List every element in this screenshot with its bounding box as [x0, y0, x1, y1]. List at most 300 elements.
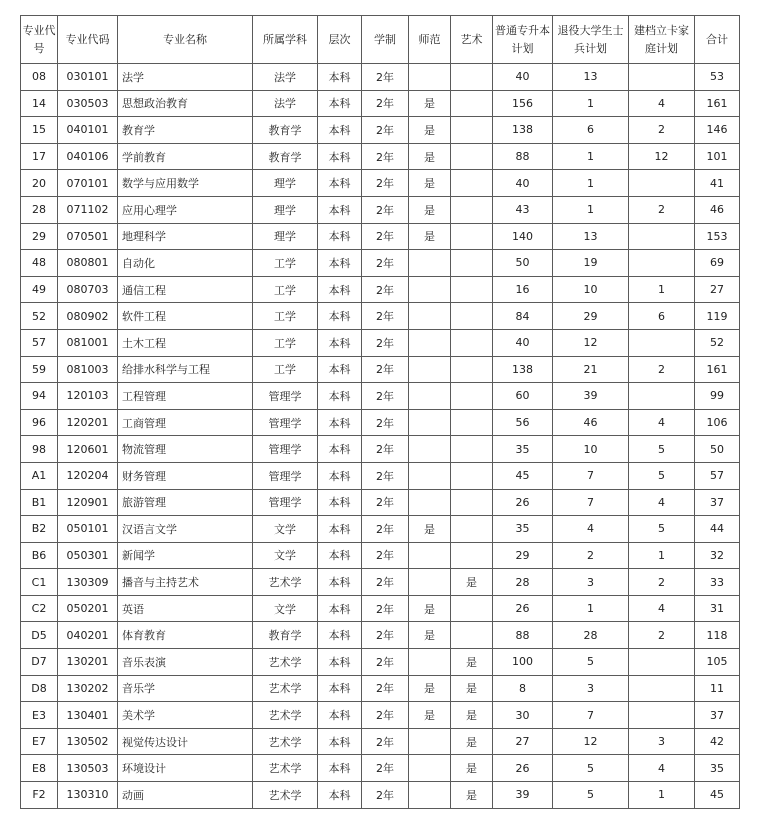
table-row: [21, 90, 740, 117]
cell-discipline: 工学: [253, 276, 318, 303]
cell-total: 161: [695, 356, 740, 383]
cell-duration: 2年: [362, 516, 409, 543]
cell-duration: 2年: [362, 196, 409, 223]
cell-total: 37: [695, 702, 740, 729]
cell-normal: 是: [409, 143, 451, 170]
cell-poverty-plan: 4: [629, 595, 695, 622]
cell-dept-code: D8: [21, 675, 58, 702]
cell-major-code: 030503: [58, 90, 118, 117]
cell-dept-code: 48: [21, 250, 58, 277]
cell-general-plan: 35: [493, 516, 553, 543]
cell-general-plan: 43: [493, 196, 553, 223]
cell-major-name: 工程管理: [118, 383, 253, 410]
cell-dept-code: F2: [21, 782, 58, 809]
cell-veteran-plan: 3: [553, 675, 629, 702]
cell-poverty-plan: 1: [629, 276, 695, 303]
cell-art: [451, 64, 493, 91]
cell-major-code: 130310: [58, 782, 118, 809]
cell-major-code: 120601: [58, 436, 118, 463]
cell-dept-code: C2: [21, 595, 58, 622]
cell-dept-code: 59: [21, 356, 58, 383]
cell-general-plan: 88: [493, 143, 553, 170]
cell-normal: [409, 356, 451, 383]
table-row: [21, 622, 740, 649]
table-row: [21, 223, 740, 250]
cell-general-plan: 26: [493, 595, 553, 622]
cell-major-name: 新闻学: [118, 542, 253, 569]
cell-dept-code: 28: [21, 196, 58, 223]
cell-dept-code: D5: [21, 622, 58, 649]
cell-general-plan: 88: [493, 622, 553, 649]
header-veteran-plan: 退役大学生士兵计划: [553, 16, 629, 64]
cell-dept-code: 57: [21, 329, 58, 356]
cell-dept-code: 98: [21, 436, 58, 463]
cell-total: 119: [695, 303, 740, 330]
cell-normal: [409, 303, 451, 330]
cell-duration: 2年: [362, 64, 409, 91]
cell-major-code: 030101: [58, 64, 118, 91]
table-row: [21, 755, 740, 782]
cell-dept-code: B2: [21, 516, 58, 543]
cell-duration: 2年: [362, 117, 409, 144]
cell-major-name: 土木工程: [118, 329, 253, 356]
cell-normal: 是: [409, 170, 451, 197]
cell-duration: 2年: [362, 569, 409, 596]
table-row: [21, 489, 740, 516]
cell-poverty-plan: 5: [629, 436, 695, 463]
cell-discipline: 艺术学: [253, 755, 318, 782]
table-row: [21, 409, 740, 436]
cell-discipline: 理学: [253, 170, 318, 197]
cell-discipline: 文学: [253, 516, 318, 543]
cell-poverty-plan: 2: [629, 196, 695, 223]
cell-discipline: 工学: [253, 303, 318, 330]
cell-veteran-plan: 7: [553, 489, 629, 516]
cell-dept-code: 49: [21, 276, 58, 303]
table-row: [21, 356, 740, 383]
cell-veteran-plan: 1: [553, 143, 629, 170]
cell-level: 本科: [318, 90, 362, 117]
cell-total: 50: [695, 436, 740, 463]
cell-major-code: 120201: [58, 409, 118, 436]
cell-major-name: 给排水科学与工程: [118, 356, 253, 383]
cell-level: 本科: [318, 117, 362, 144]
cell-poverty-plan: 12: [629, 143, 695, 170]
cell-veteran-plan: 29: [553, 303, 629, 330]
cell-dept-code: 14: [21, 90, 58, 117]
cell-art: [451, 595, 493, 622]
cell-major-name: 体育教育: [118, 622, 253, 649]
cell-art: [451, 383, 493, 410]
table-row: [21, 516, 740, 543]
cell-general-plan: 8: [493, 675, 553, 702]
cell-normal: [409, 64, 451, 91]
cell-major-name: 学前教育: [118, 143, 253, 170]
table-row: [21, 649, 740, 676]
cell-veteran-plan: 6: [553, 117, 629, 144]
cell-duration: 2年: [362, 356, 409, 383]
cell-discipline: 艺术学: [253, 649, 318, 676]
cell-general-plan: 40: [493, 170, 553, 197]
cell-normal: [409, 569, 451, 596]
cell-duration: 2年: [362, 143, 409, 170]
cell-discipline: 理学: [253, 196, 318, 223]
cell-general-plan: 50: [493, 250, 553, 277]
cell-veteran-plan: 2: [553, 542, 629, 569]
cell-major-code: 070501: [58, 223, 118, 250]
cell-dept-code: C1: [21, 569, 58, 596]
cell-art: 是: [451, 649, 493, 676]
cell-major-code: 050201: [58, 595, 118, 622]
cell-general-plan: 60: [493, 383, 553, 410]
cell-poverty-plan: [629, 223, 695, 250]
cell-total: 99: [695, 383, 740, 410]
cell-dept-code: 29: [21, 223, 58, 250]
cell-discipline: 艺术学: [253, 782, 318, 809]
table-row: [21, 329, 740, 356]
cell-art: [451, 489, 493, 516]
cell-general-plan: 39: [493, 782, 553, 809]
cell-duration: 2年: [362, 649, 409, 676]
table-row: [21, 728, 740, 755]
cell-veteran-plan: 21: [553, 356, 629, 383]
cell-total: 45: [695, 782, 740, 809]
cell-dept-code: A1: [21, 462, 58, 489]
cell-normal: [409, 250, 451, 277]
cell-discipline: 管理学: [253, 383, 318, 410]
cell-poverty-plan: 6: [629, 303, 695, 330]
cell-duration: 2年: [362, 329, 409, 356]
cell-level: 本科: [318, 622, 362, 649]
cell-discipline: 艺术学: [253, 569, 318, 596]
table-row: [21, 702, 740, 729]
table-row: [21, 462, 740, 489]
cell-level: 本科: [318, 489, 362, 516]
cell-major-code: 120204: [58, 462, 118, 489]
cell-major-name: 通信工程: [118, 276, 253, 303]
cell-major-code: 080801: [58, 250, 118, 277]
table-row: [21, 782, 740, 809]
cell-duration: 2年: [362, 276, 409, 303]
cell-art: [451, 143, 493, 170]
cell-general-plan: 26: [493, 755, 553, 782]
cell-discipline: 艺术学: [253, 702, 318, 729]
cell-total: 118: [695, 622, 740, 649]
cell-art: 是: [451, 702, 493, 729]
cell-normal: 是: [409, 675, 451, 702]
cell-normal: 是: [409, 622, 451, 649]
cell-poverty-plan: 5: [629, 516, 695, 543]
cell-veteran-plan: 10: [553, 436, 629, 463]
cell-poverty-plan: 2: [629, 356, 695, 383]
cell-major-code: 130503: [58, 755, 118, 782]
cell-major-code: 040201: [58, 622, 118, 649]
cell-poverty-plan: [629, 675, 695, 702]
cell-total: 42: [695, 728, 740, 755]
cell-major-name: 旅游管理: [118, 489, 253, 516]
cell-level: 本科: [318, 170, 362, 197]
cell-normal: 是: [409, 90, 451, 117]
cell-total: 161: [695, 90, 740, 117]
cell-poverty-plan: 4: [629, 489, 695, 516]
cell-level: 本科: [318, 196, 362, 223]
cell-major-name: 教育学: [118, 117, 253, 144]
cell-major-name: 数学与应用数学: [118, 170, 253, 197]
cell-major-name: 音乐表演: [118, 649, 253, 676]
cell-art: [451, 462, 493, 489]
cell-art: [451, 276, 493, 303]
table-row: [21, 117, 740, 144]
cell-major-name: 工商管理: [118, 409, 253, 436]
table-row: [21, 542, 740, 569]
cell-general-plan: 27: [493, 728, 553, 755]
cell-dept-code: 08: [21, 64, 58, 91]
cell-duration: 2年: [362, 250, 409, 277]
cell-art: [451, 90, 493, 117]
cell-major-name: 视觉传达设计: [118, 728, 253, 755]
cell-total: 32: [695, 542, 740, 569]
header-row: [21, 16, 740, 64]
cell-art: [451, 622, 493, 649]
cell-normal: [409, 755, 451, 782]
cell-total: 57: [695, 462, 740, 489]
cell-major-name: 应用心理学: [118, 196, 253, 223]
cell-poverty-plan: 2: [629, 622, 695, 649]
table-row: [21, 436, 740, 463]
cell-discipline: 理学: [253, 223, 318, 250]
cell-major-code: 130502: [58, 728, 118, 755]
cell-general-plan: 84: [493, 303, 553, 330]
cell-general-plan: 138: [493, 356, 553, 383]
cell-poverty-plan: [629, 702, 695, 729]
table-row: [21, 569, 740, 596]
cell-veteran-plan: 13: [553, 223, 629, 250]
cell-major-code: 080703: [58, 276, 118, 303]
cell-art: 是: [451, 782, 493, 809]
cell-art: 是: [451, 755, 493, 782]
cell-level: 本科: [318, 356, 362, 383]
cell-major-code: 081001: [58, 329, 118, 356]
cell-discipline: 法学: [253, 64, 318, 91]
cell-normal: [409, 782, 451, 809]
table-row: [21, 303, 740, 330]
cell-level: 本科: [318, 436, 362, 463]
cell-level: 本科: [318, 782, 362, 809]
cell-major-code: 050301: [58, 542, 118, 569]
cell-duration: 2年: [362, 409, 409, 436]
header-major-code: 专业代码: [58, 16, 118, 64]
header-poverty-plan: 建档立卡家庭计划: [629, 16, 695, 64]
cell-veteran-plan: 7: [553, 462, 629, 489]
cell-level: 本科: [318, 250, 362, 277]
cell-normal: [409, 329, 451, 356]
cell-duration: 2年: [362, 595, 409, 622]
cell-duration: 2年: [362, 675, 409, 702]
cell-general-plan: 35: [493, 436, 553, 463]
cell-duration: 2年: [362, 383, 409, 410]
cell-total: 52: [695, 329, 740, 356]
cell-duration: 2年: [362, 223, 409, 250]
cell-major-code: 120901: [58, 489, 118, 516]
cell-major-name: 地理科学: [118, 223, 253, 250]
cell-discipline: 工学: [253, 250, 318, 277]
cell-duration: 2年: [362, 489, 409, 516]
cell-art: [451, 117, 493, 144]
cell-normal: [409, 649, 451, 676]
cell-discipline: 管理学: [253, 436, 318, 463]
cell-major-name: 思想政治教育: [118, 90, 253, 117]
cell-discipline: 工学: [253, 329, 318, 356]
cell-discipline: 教育学: [253, 143, 318, 170]
cell-poverty-plan: [629, 383, 695, 410]
cell-major-code: 130201: [58, 649, 118, 676]
cell-major-name: 自动化: [118, 250, 253, 277]
cell-veteran-plan: 13: [553, 64, 629, 91]
cell-poverty-plan: 1: [629, 542, 695, 569]
cell-level: 本科: [318, 143, 362, 170]
cell-veteran-plan: 1: [553, 170, 629, 197]
cell-total: 106: [695, 409, 740, 436]
table-row: [21, 595, 740, 622]
cell-poverty-plan: [629, 250, 695, 277]
table-row: [21, 250, 740, 277]
cell-total: 37: [695, 489, 740, 516]
cell-veteran-plan: 10: [553, 276, 629, 303]
cell-veteran-plan: 39: [553, 383, 629, 410]
cell-duration: 2年: [362, 622, 409, 649]
cell-level: 本科: [318, 329, 362, 356]
cell-discipline: 管理学: [253, 489, 318, 516]
cell-veteran-plan: 5: [553, 782, 629, 809]
cell-veteran-plan: 1: [553, 196, 629, 223]
cell-dept-code: D7: [21, 649, 58, 676]
cell-poverty-plan: 1: [629, 782, 695, 809]
table-body: [21, 64, 740, 809]
cell-duration: 2年: [362, 728, 409, 755]
cell-dept-code: 96: [21, 409, 58, 436]
cell-major-name: 播音与主持艺术: [118, 569, 253, 596]
header-duration: 学制: [362, 16, 409, 64]
cell-poverty-plan: 2: [629, 117, 695, 144]
cell-art: [451, 170, 493, 197]
cell-duration: 2年: [362, 170, 409, 197]
cell-normal: [409, 409, 451, 436]
cell-dept-code: 17: [21, 143, 58, 170]
cell-veteran-plan: 5: [553, 649, 629, 676]
cell-dept-code: 94: [21, 383, 58, 410]
cell-normal: [409, 436, 451, 463]
header-major-name: 专业名称: [118, 16, 253, 64]
cell-level: 本科: [318, 64, 362, 91]
cell-dept-code: 20: [21, 170, 58, 197]
cell-dept-code: 15: [21, 117, 58, 144]
cell-major-code: 040106: [58, 143, 118, 170]
cell-normal: [409, 489, 451, 516]
cell-major-name: 环境设计: [118, 755, 253, 782]
cell-discipline: 文学: [253, 542, 318, 569]
cell-normal: 是: [409, 516, 451, 543]
cell-total: 46: [695, 196, 740, 223]
cell-general-plan: 40: [493, 329, 553, 356]
cell-major-code: 050101: [58, 516, 118, 543]
table-row: [21, 276, 740, 303]
header-total: 合计: [695, 16, 740, 64]
cell-major-code: 040101: [58, 117, 118, 144]
cell-general-plan: 40: [493, 64, 553, 91]
cell-dept-code: B6: [21, 542, 58, 569]
cell-discipline: 艺术学: [253, 728, 318, 755]
cell-duration: 2年: [362, 462, 409, 489]
cell-level: 本科: [318, 755, 362, 782]
cell-major-name: 英语: [118, 595, 253, 622]
cell-veteran-plan: 1: [553, 90, 629, 117]
cell-normal: 是: [409, 702, 451, 729]
header-normal: 师范: [409, 16, 451, 64]
cell-discipline: 教育学: [253, 622, 318, 649]
cell-level: 本科: [318, 516, 362, 543]
cell-veteran-plan: 3: [553, 569, 629, 596]
cell-art: [451, 436, 493, 463]
cell-major-name: 动画: [118, 782, 253, 809]
cell-veteran-plan: 28: [553, 622, 629, 649]
cell-level: 本科: [318, 409, 362, 436]
cell-art: 是: [451, 728, 493, 755]
cell-discipline: 工学: [253, 356, 318, 383]
cell-art: [451, 356, 493, 383]
cell-general-plan: 26: [493, 489, 553, 516]
cell-art: 是: [451, 675, 493, 702]
cell-art: [451, 223, 493, 250]
cell-total: 53: [695, 64, 740, 91]
cell-general-plan: 30: [493, 702, 553, 729]
cell-discipline: 教育学: [253, 117, 318, 144]
cell-art: [451, 250, 493, 277]
cell-level: 本科: [318, 675, 362, 702]
cell-normal: 是: [409, 117, 451, 144]
cell-major-code: 071102: [58, 196, 118, 223]
cell-duration: 2年: [362, 702, 409, 729]
cell-major-name: 美术学: [118, 702, 253, 729]
cell-general-plan: 16: [493, 276, 553, 303]
enrollment-plan-table: [20, 15, 740, 809]
cell-art: [451, 409, 493, 436]
cell-total: 33: [695, 569, 740, 596]
cell-dept-code: E3: [21, 702, 58, 729]
cell-veteran-plan: 12: [553, 329, 629, 356]
cell-general-plan: 56: [493, 409, 553, 436]
table-row: [21, 383, 740, 410]
cell-total: 146: [695, 117, 740, 144]
cell-normal: [409, 728, 451, 755]
cell-general-plan: 140: [493, 223, 553, 250]
cell-level: 本科: [318, 223, 362, 250]
cell-normal: 是: [409, 196, 451, 223]
table-row: [21, 675, 740, 702]
cell-veteran-plan: 7: [553, 702, 629, 729]
cell-major-code: 081003: [58, 356, 118, 383]
cell-general-plan: 45: [493, 462, 553, 489]
cell-normal: [409, 276, 451, 303]
cell-discipline: 艺术学: [253, 675, 318, 702]
cell-discipline: 文学: [253, 595, 318, 622]
cell-level: 本科: [318, 383, 362, 410]
table-row: [21, 196, 740, 223]
header-level: 层次: [318, 16, 362, 64]
cell-art: [451, 329, 493, 356]
cell-level: 本科: [318, 542, 362, 569]
cell-major-name: 音乐学: [118, 675, 253, 702]
cell-poverty-plan: 4: [629, 409, 695, 436]
